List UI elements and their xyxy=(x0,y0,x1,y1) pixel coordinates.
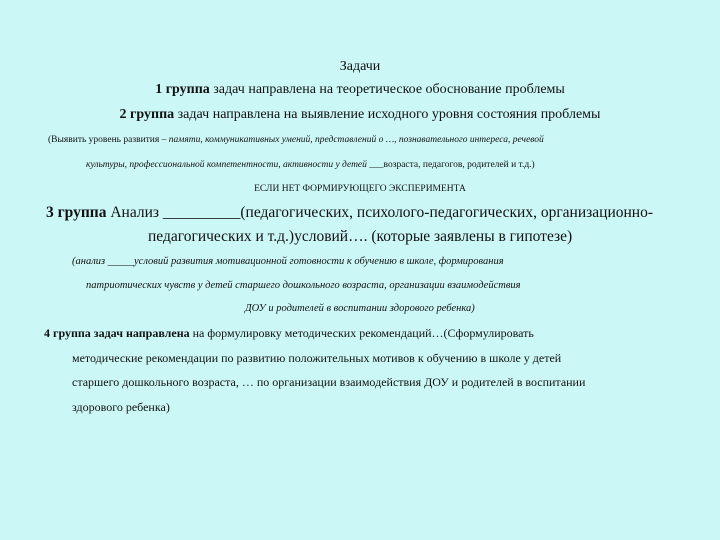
group-3-label: 3 группа xyxy=(46,204,107,221)
detail-italic-text: памяти, коммуникативных умений, представлений о …, познавательного интереса, речевой xyxy=(168,135,544,145)
group-3-line-2 xyxy=(148,228,572,246)
group-4-label: 4 группа задач направлена xyxy=(44,326,190,340)
group-4-line-3 xyxy=(72,375,585,390)
detail-italic-text: культуры, профессиональной компетентности, активности у детей ___ xyxy=(86,160,384,170)
group-4-text: старшего дошкольного возраста, … по организации взаимодействия ДОУ и родителей в воспитании xyxy=(72,375,586,389)
group-3-text: педагогических и т.д.)условий…. (которые заявлены в гипотезе) xyxy=(148,228,573,245)
group-2-detail-line-2 xyxy=(86,160,535,170)
group-1-line xyxy=(0,82,720,98)
group-1-label: 1 группа xyxy=(155,82,210,97)
group-1-text: задач направлена на теоретическое обоснование проблемы xyxy=(209,82,565,97)
group-2-line xyxy=(0,107,720,123)
group-4-text: здорового ребенка) xyxy=(72,400,170,414)
group-4-text: на формулировку методических рекомендаций…(Сформулировать xyxy=(189,326,534,340)
title-text: Задачи xyxy=(339,59,381,74)
detail-italic-text: ДОУ и родителей в воспитании здорового ребенка) xyxy=(245,303,475,314)
group-3-detail-line-2 xyxy=(86,280,521,291)
group-3-detail-line-1 xyxy=(72,256,504,267)
group-4-line-4 xyxy=(72,400,170,415)
group-3-text: Анализ __________(педагогических, психолого-педагогических, организационно- xyxy=(106,204,653,221)
group-2-text: задач направлена на выявление исходного уровня состояния проблемы xyxy=(174,107,601,122)
group-3-detail-line-3 xyxy=(245,303,475,314)
detail-text: возраста, педагогов, родителей и т.д.) xyxy=(383,160,535,170)
group-4-line-2 xyxy=(72,351,561,366)
detail-text: (Выявить уровень развития – xyxy=(48,135,169,145)
group-4-line-1 xyxy=(44,326,534,341)
no-experiment-text: ЕСЛИ НЕТ ФОРМИРУЮЩЕГО ЭКСПЕРИМЕНТА xyxy=(254,184,466,194)
group-2-detail-line-1 xyxy=(48,135,544,145)
slide-title xyxy=(0,59,720,75)
group-2-label: 2 группа xyxy=(119,107,175,122)
detail-italic-text: (анализ _____условий развития мотивационной готовности к обучению в школе, формирования xyxy=(72,256,504,267)
detail-italic-text: патриотических чувств у детей старшего дошкольного возраста, организации взаимодействия xyxy=(86,280,521,291)
group-4-text: методические рекомендации по развитию положительных мотивов к обучению в школе у детей xyxy=(72,351,562,365)
group-3-line-1 xyxy=(46,204,653,222)
no-experiment-heading xyxy=(0,184,720,194)
